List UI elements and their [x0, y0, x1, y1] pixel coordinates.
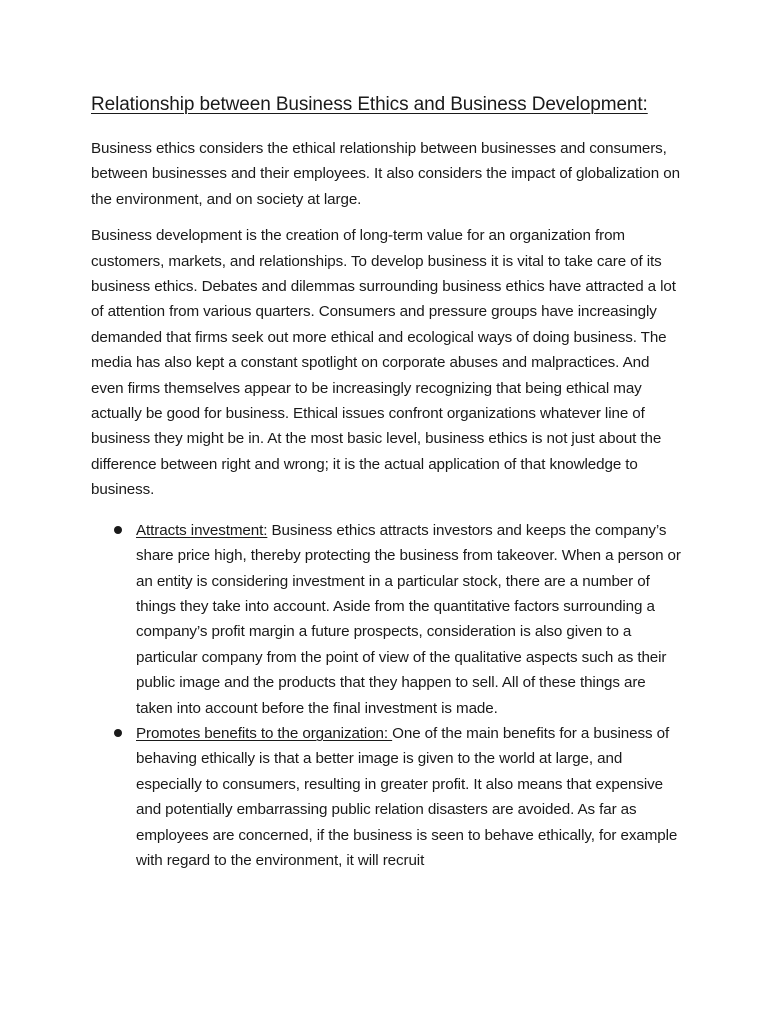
intro-paragraph: Business ethics considers the ethical relationship between businesses and consumers, between businesses and their employees. It also considers the impact of globalization on the environment, and on society at large.	[91, 140, 680, 208]
bullet-icon	[114, 729, 122, 737]
bullet-text: One of the main benefits for a business of behaving ethically is that a better image is given to the world at large, and especially to consumers, resulting in greater profit. It also means that expensive and potentially embarrassing public relation disasters are avoided. As far as employees are concerned, if the business is seen to behave ethically, for example with regard to the environment, it will recruit	[136, 724, 678, 869]
document-page	[91, 94, 681, 873]
list-item	[91, 518, 681, 721]
document-title: Relationship between Business Ethics and Business Development:	[91, 94, 648, 115]
benefits-list	[91, 518, 681, 874]
list-item	[91, 721, 681, 873]
bullet-heading: Attracts investment:	[136, 521, 268, 539]
bullet-icon	[114, 526, 122, 534]
bullet-text: Business ethics attracts investors and keeps the company’s share price high, thereby protecting the business from takeover. When a person or an entity is considering investment in a particular stock, there are a number of things they take into account. Aside from the quantitative factors surrounding a company’s profit margin a future prospects, consideration is also given to a particular company from the point of view of the qualitative aspects such as their public image and the products that they happen to sell. All of these things are taken into account before the final investment is made.	[136, 521, 681, 717]
bullet-heading: Promotes benefits to the organization:	[136, 724, 393, 742]
development-paragraph: Business development is the creation of long-term value for an organization from customers, markets, and relationships. To develop business it is vital to take care of its business ethics. Debates and dilemmas surrounding business ethics have attracted a lot of attention from various quarters. Consumers and pressure groups have increasingly demanded that firms seek out more ethical and ecological ways of doing business. The media has also kept a constant spotlight on corporate abuses and malpractices. And even firms themselves appear to be increasingly recognizing that being ethical may actually be good for business. Ethical issues confront organizations whatever line of business they might be in. At the most basic level, business ethics is not just about the difference between right and wrong; it is the actual application of that knowledge to business.	[91, 227, 676, 499]
